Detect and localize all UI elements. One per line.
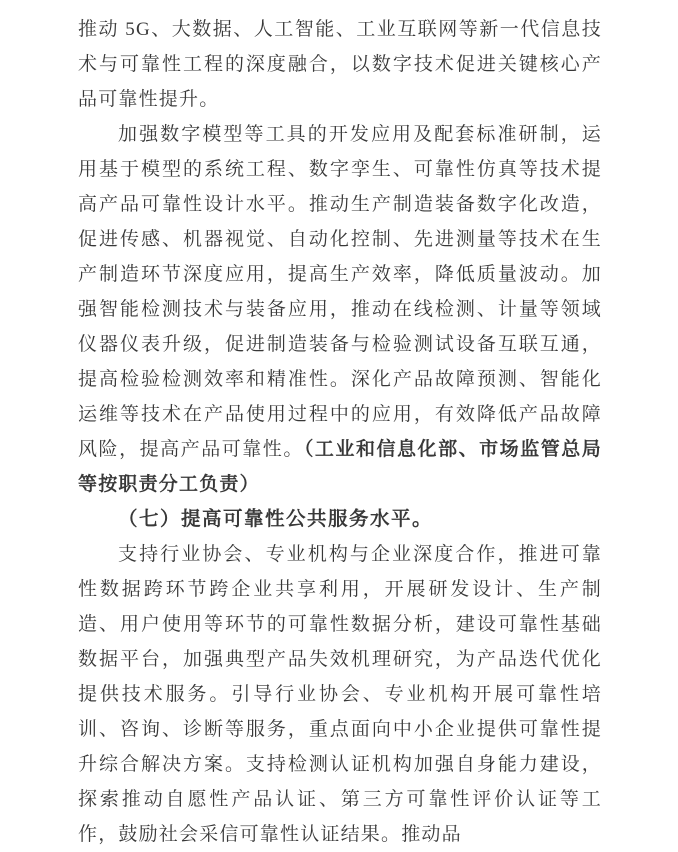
paragraph-text: 推动 5G、大数据、人工智能、工业互联网等新一代信息技术与可靠性工程的深度融合，以数字技术促进关键核心产品可靠性提升。 [78, 19, 602, 110]
paragraph-public-services [78, 537, 602, 852]
paragraph-text: 支持行业协会、专业机构与企业深度合作，推进可靠性数据跨环节跨企业共享利用，开展研发设计、生产制造、用户使用等环节的可靠性数据分析，建设可靠性基础数据平台，加强典型产品失效机理研究，为产品迭代优化提供技术服务。引导行业协会、专业机构开展可靠性培训、咨询、诊断等服务，重点面向中小企业提供可靠性提升综合解决方案。支持检测认证机构加强自身能力建设，探索推动自愿性产品认证、第三方可靠性评价认证等工作，鼓励社会采信可靠性认证结果。推动品 [78, 544, 602, 845]
responsibility-attribution: （工业和信息化部、市场监管总局等按职责分工负责） [78, 439, 602, 495]
section-heading-7: （七）提高可靠性公共服务水平。 [118, 509, 434, 530]
paragraph-text: 加强数字模型等工具的开发应用及配套标准研制，运用基于模型的系统工程、数字孪生、可靠性仿真等技术提高产品可靠性设计水平。推动生产制造装备数字化改造，促进传感、机器视觉、自动化控制、先进测量等技术在生产制造环节深度应用，提高生产效率，降低质量波动。加强智能检测技术与装备应用，推动在线检测、计量等领域仪器仪表升级，促进制造装备与检验测试设备互联互通，提高检验检测效率和精准性。深化产品故障预测、智能化运维等技术在产品使用过程中的应用，有效降低产品故障风险，提高产品可靠性。 [78, 124, 602, 460]
paragraph-digital-tools [78, 117, 602, 502]
paragraph-continuation [78, 12, 602, 117]
